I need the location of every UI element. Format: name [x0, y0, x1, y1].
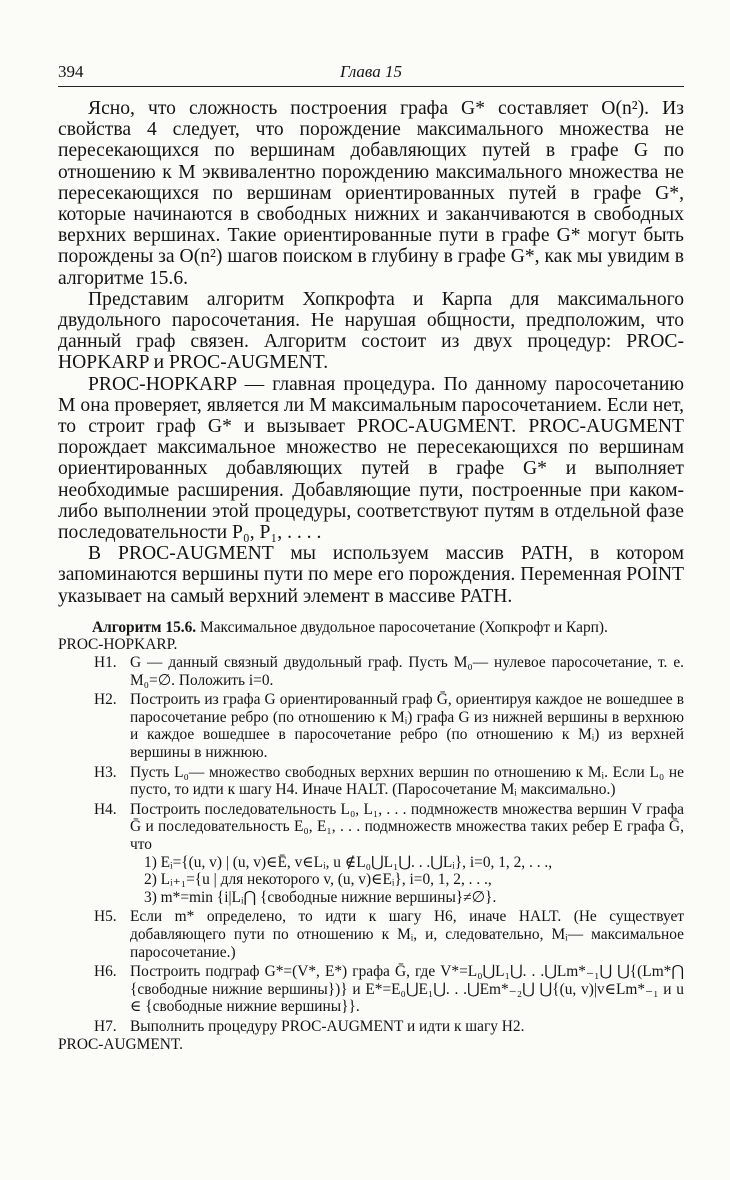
algorithm-steps [58, 654, 684, 1035]
h4-condition-2: 2) Lᵢ₊₁={u | для некоторого v, (u, v)∈Eᵢ}, i=0, 1, 2, . . ., [144, 871, 492, 889]
step-label: H3. [94, 763, 117, 781]
h4-condition-3: 3) m*=min {i|Lᵢ⋂ {свободные нижние вершины}≠∅}. [144, 888, 497, 906]
page-number: 394 [58, 62, 84, 81]
page-header [58, 62, 684, 87]
step-h7 [58, 1018, 684, 1036]
step-text: Пусть L₀— множество свободных верхних вершин по отношению к Mᵢ. Если L₀ не пусто, то идти к шагу H4. Иначе HALT. (Паросочетание Mᵢ максимально.) [130, 763, 684, 799]
step-h2 [58, 691, 684, 761]
step-h6 [58, 963, 684, 1016]
paragraph-complexity: Ясно, что сложность построения графа G* составляет O(n²). Из свойства 4 следует, что порождение максимального множества не пересекающихся по вершинам добавляющих путей в графе G по отношению к M эквивалентно порождению максимального множества не пересекающихся по вершинам ориентированных путей в графе G*, которые начинаются в свободных нижних и заканчиваются в свободных верхних вершинах. Такие ориентированные пути в графе G* могут быть порождены за O(n²) шагов поиском в глубину в графе G*, как мы увидим в алгоритме 15.6. [58, 98, 684, 289]
step-h3 [58, 764, 684, 799]
page-body [58, 98, 684, 1053]
step-label: H1. [94, 654, 117, 672]
step-text: G — данный связный двудольный граф. Пусть M₀— нулевое паросочетание, т. е. M₀=∅. Положить i=0. [130, 654, 684, 689]
step-text: Выполнить процедуру PROC-AUGMENT и идти к шагу H2. [130, 1017, 525, 1035]
algorithm-label: Алгоритм 15.6. [92, 618, 197, 636]
step-text: Построить из графа G ориентированный граф Ḡ, ориентируя каждое не вошедшее в паросочетание ребро (по отношению к Mᵢ) графа G из нижней вершины в верхнюю и каждое вошедшее в паросочетание ребро (по отношению к Mᵢ) из верхней вершины в нижнюю. [130, 691, 684, 762]
h4-condition-1: 1) Eᵢ={(u, v) | (u, v)∈Ē, v∈Lᵢ, u ∉L₀⋃L₁⋃. . .⋃Lᵢ}, i=0, 1, 2, . . ., [144, 853, 553, 871]
chapter-title: Глава 15 [340, 62, 402, 81]
paragraph-proc-hopkarp: PROC-HOPKARP — главная процедура. По данному паросочетанию M она проверяет, является ли M максимальным паросочетанием. Если нет, то строит граф G* и вызывает PROC-AUGMENT. PROC-AUGMENT порождает максимальное множество не пересекающихся по вершинам ориентированных добавляющих путей в графе G* и выполняет необходимые расширения. Добавляющие пути, построенные при каком-либо выполнении этой процедуры, соответствуют путям в отдельной фазе последовательности P₀, P₁, . . . . [58, 373, 684, 544]
step-h5 [58, 908, 684, 961]
step-h1 [58, 654, 684, 689]
procedure-name: PROC-HOPKARP. [58, 636, 178, 654]
algorithm-title: Максимальное двудольное паросочетание (Хопкрофт и Карп). [200, 618, 608, 636]
algorithm-heading [58, 619, 684, 637]
step-text: Если m* определено, то идти к шагу H6, иначе HALT. (Не существует добавляющего пути по отношению к Mᵢ, и, следовательно, Mᵢ— максимальное паросочетание.) [130, 908, 684, 961]
step-label: H6. [94, 963, 117, 981]
step-h4 [58, 801, 684, 907]
step-label: H7. [94, 1017, 117, 1035]
step-text: Построить последовательность L₀, L₁, . . . подмножеств множества вершин V графа Ḡ и последовательность E₀, E₁, . . . подмножеств множества таких ребер E графа Ḡ, что [130, 800, 684, 853]
step-label: H5. [94, 908, 117, 926]
procedure-augment-label: PROC-AUGMENT. [58, 1035, 183, 1053]
step-text: Построить подграф G*=(V*, E*) графа Ḡ, где V*=L₀⋃L₁⋃. . .⋃Lm*₋₁⋃ ⋃{(Lm*⋂ {свободные нижние вершины})} и E*=E₀⋃E₁⋃. . .⋃Em*₋₂⋃ ⋃{(u, v)|v∈Lm*₋₁ и u ∈ {свободные нижние вершины}}. [130, 963, 684, 1016]
paragraph-algorithm-intro: Представим алгоритм Хопкрофта и Карпа для максимального двудольного паросочетания. Не нарушая общности, предположим, что данный граф связен. Алгоритм состоит из двух процедур: PROC-HOPKARP и PROC-AUGMENT. [58, 288, 684, 374]
step-label: H2. [94, 691, 117, 709]
step-label: H4. [94, 800, 117, 818]
paragraph-path-array: В PROC-AUGMENT мы используем массив PATH, в котором запоминаются вершины пути по мере его порождения. Переменная POINT указывает на самый верхний элемент в массиве PATH. [58, 543, 684, 607]
